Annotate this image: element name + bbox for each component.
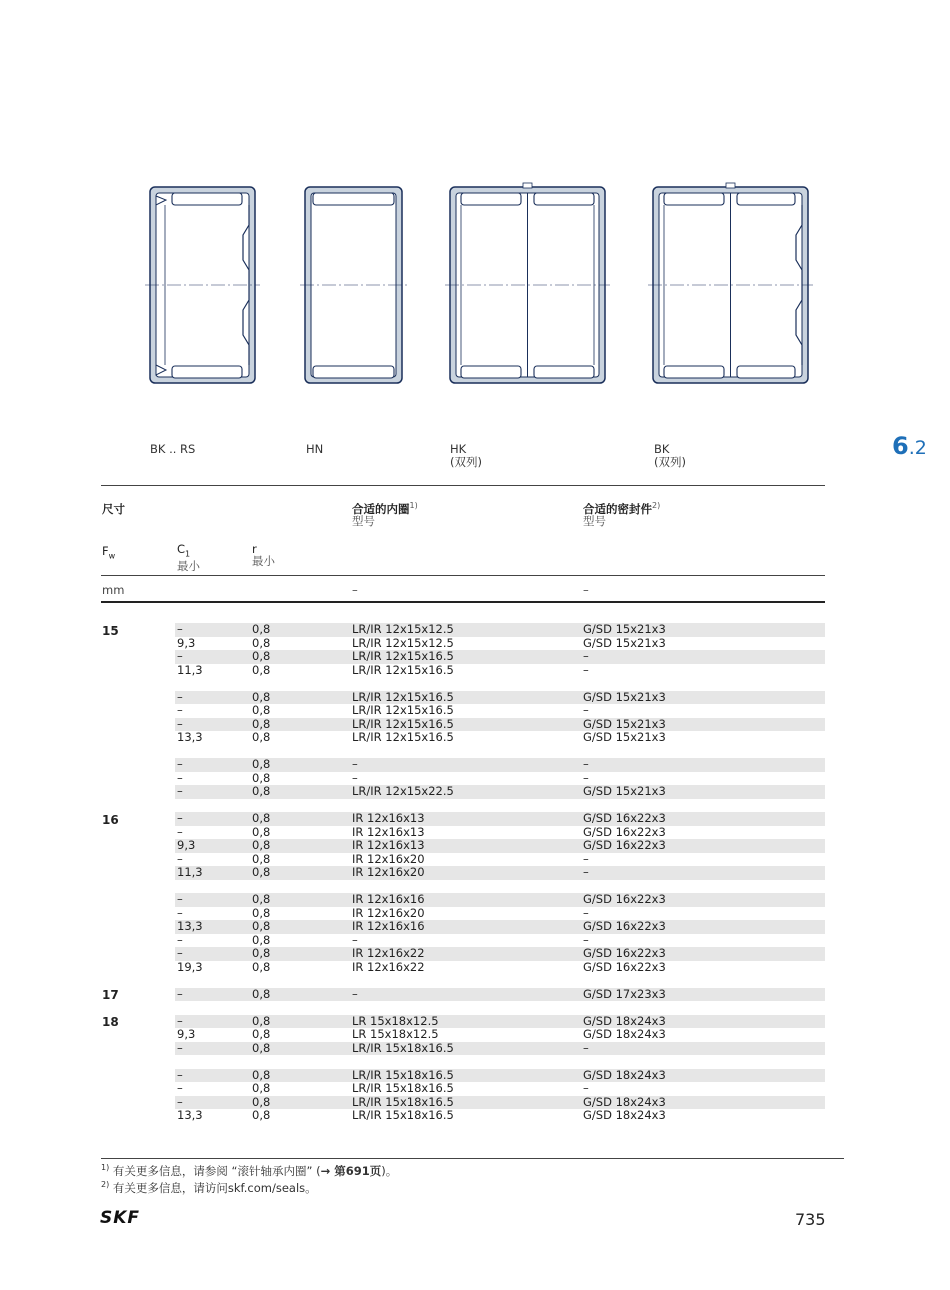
seal-cell: – — [583, 757, 589, 771]
footnote-text: 有关更多信息，请访问skf.com/seals。 — [112, 1181, 317, 1196]
c1-cell: – — [177, 851, 183, 866]
unit-ring: – — [352, 583, 358, 597]
c1-cell: – — [177, 932, 183, 947]
table-row — [175, 650, 825, 664]
inner-ring-cell: IR 12x16x20 — [352, 905, 425, 920]
header-dimensions: 尺寸 — [102, 502, 125, 516]
footnote-1 — [101, 1161, 844, 1178]
seal-cell: G/SD 16x22x3 — [583, 838, 666, 852]
seal-cell: G/SD 16x22x3 — [583, 946, 666, 960]
table-row — [175, 1069, 825, 1083]
c1-cell: – — [177, 1094, 183, 1109]
header-r-symbol: r — [252, 542, 257, 556]
c1-cell: – — [177, 1067, 183, 1082]
c1-cell: 9,3 — [177, 838, 196, 852]
r-cell: 0,8 — [252, 1067, 271, 1082]
fw-group-label: 17 — [102, 988, 119, 1002]
table-row — [175, 1109, 825, 1123]
footnote-num: 2) — [101, 1180, 110, 1190]
inner-ring-cell: LR/IR 12x15x16.5 — [352, 730, 454, 744]
r-cell: 0,8 — [252, 892, 271, 906]
header-fw-sub: w — [108, 551, 116, 561]
header-inner-ring — [352, 500, 418, 527]
table-row — [175, 1042, 825, 1056]
table-row — [175, 988, 825, 1002]
inner-ring-cell: LR/IR 12x15x16.5 — [352, 716, 454, 731]
r-cell: 0,8 — [252, 851, 271, 866]
inner-ring-cell: LR/IR 15x18x16.5 — [352, 1040, 454, 1055]
table-row — [175, 839, 825, 853]
seal-cell: G/SD 16x22x3 — [583, 824, 666, 839]
c1-cell: 9,3 — [177, 635, 196, 650]
unit-mm: mm — [102, 583, 125, 597]
seal-cell: G/SD 18x24x3 — [583, 1067, 666, 1082]
seal-cell: G/SD 18x24x3 — [583, 1094, 666, 1109]
c1-cell: – — [177, 689, 183, 704]
table-row — [175, 1082, 825, 1096]
footnotes — [101, 1158, 844, 1196]
table-row — [175, 907, 825, 921]
seal-cell: – — [583, 932, 589, 947]
bearing-code: HK — [450, 442, 467, 456]
c1-cell: – — [177, 986, 183, 1001]
table-row — [175, 637, 825, 651]
seal-cell: G/SD 15x21x3 — [583, 784, 666, 798]
seal-cell: G/SD 18x24x3 — [583, 1027, 666, 1041]
inner-ring-cell: LR/IR 15x18x16.5 — [352, 1081, 454, 1095]
header-seal — [583, 500, 660, 527]
bearing-note: (双列) — [654, 455, 686, 469]
c1-cell: – — [177, 716, 183, 731]
footnote-ref: 1) — [409, 501, 418, 510]
r-cell: 0,8 — [252, 689, 271, 704]
header-inner-ring-label: 合适的内圈 — [352, 501, 410, 516]
fw-group-label: 18 — [102, 1015, 119, 1029]
c1-cell: – — [177, 703, 183, 717]
seal-cell: G/SD 18x24x3 — [583, 1108, 666, 1122]
table-row — [175, 718, 825, 732]
hk-drawing — [445, 183, 610, 383]
inner-ring-cell: IR 12x16x22 — [352, 946, 425, 960]
footnote-ref: 2) — [652, 501, 661, 510]
chapter-marker — [892, 432, 927, 460]
footnote-page-ref[interactable]: → 第691页 — [320, 1163, 382, 1178]
c1-cell: 19,3 — [177, 959, 203, 974]
header-c1-symbol: C — [177, 542, 186, 556]
fw-group-label: 16 — [102, 812, 119, 827]
fw-group-label: 15 — [102, 623, 119, 638]
chapter-number: 6 — [892, 432, 909, 460]
c1-cell: – — [177, 622, 183, 636]
seal-cell: G/SD 16x22x3 — [583, 919, 666, 933]
r-cell: 0,8 — [252, 1108, 271, 1122]
r-cell: 0,8 — [252, 838, 271, 852]
c1-cell: – — [177, 770, 183, 785]
r-cell: 0,8 — [252, 649, 271, 663]
table-row — [175, 920, 825, 934]
r-cell: 0,8 — [252, 770, 271, 785]
footnote-text: 有关更多信息，请参阅 “滚针轴承内圈” ( — [112, 1163, 321, 1178]
r-cell: 0,8 — [252, 1013, 271, 1028]
inner-ring-cell: LR/IR 12x15x16.5 — [352, 662, 454, 677]
inner-ring-cell: LR 15x18x12.5 — [352, 1013, 439, 1028]
footnote-num: 1) — [101, 1163, 110, 1172]
inner-ring-cell: LR/IR 15x18x16.5 — [352, 1094, 454, 1109]
seal-cell: – — [583, 1040, 589, 1055]
table-row — [175, 947, 825, 961]
header-r — [252, 543, 275, 567]
inner-ring-cell: IR 12x16x20 — [352, 865, 425, 879]
seal-cell: – — [583, 851, 589, 866]
bearing-code: BK — [654, 442, 670, 456]
c1-cell: – — [177, 784, 183, 798]
inner-ring-cell: IR 12x16x13 — [352, 838, 425, 852]
inner-ring-cell: LR/IR 12x15x16.5 — [352, 689, 454, 704]
inner-ring-cell: LR/IR 12x15x22.5 — [352, 784, 454, 798]
r-cell: 0,8 — [252, 932, 271, 947]
r-cell: 0,8 — [252, 635, 271, 650]
inner-ring-cell: LR/IR 12x15x12.5 — [352, 622, 454, 636]
bk-double-drawing — [648, 183, 813, 383]
seal-cell: G/SD 15x21x3 — [583, 730, 666, 744]
inner-ring-cell: IR 12x16x13 — [352, 811, 425, 825]
table-row — [175, 623, 825, 637]
seal-cell: – — [583, 905, 589, 920]
c1-cell: – — [177, 811, 183, 825]
r-cell: 0,8 — [252, 1094, 271, 1109]
c1-cell: 9,3 — [177, 1027, 196, 1041]
c1-cell: 13,3 — [177, 919, 203, 933]
table-top-rule — [101, 485, 825, 486]
c1-cell: – — [177, 1081, 183, 1095]
table-row — [175, 866, 825, 880]
c1-cell: 11,3 — [177, 662, 203, 677]
inner-ring-cell: LR/IR 12x15x12.5 — [352, 635, 454, 650]
table-row — [175, 758, 825, 772]
bearing-label-bk-rs — [150, 443, 195, 456]
r-cell: 0,8 — [252, 946, 271, 960]
chapter-subnumber: .2 — [908, 437, 927, 459]
seal-cell: G/SD 15x21x3 — [583, 635, 666, 650]
footnote-tail: )。 — [381, 1163, 398, 1178]
r-cell: 0,8 — [252, 1040, 271, 1055]
header-seal-label: 合适的密封件 — [583, 501, 652, 516]
c1-cell: – — [177, 1040, 183, 1055]
bearing-code: HN — [306, 442, 324, 456]
table-row — [175, 853, 825, 867]
inner-ring-cell: LR/IR 15x18x16.5 — [352, 1108, 454, 1122]
inner-ring-cell: – — [352, 932, 358, 947]
header-rule — [101, 575, 825, 576]
inner-ring-cell: – — [352, 986, 358, 1001]
r-cell: 0,8 — [252, 986, 271, 1001]
inner-ring-cell: IR 12x16x22 — [352, 959, 425, 974]
r-cell: 0,8 — [252, 622, 271, 636]
c1-cell: – — [177, 757, 183, 771]
inner-ring-cell: LR/IR 12x15x16.5 — [352, 649, 454, 663]
skf-logo — [100, 1208, 162, 1230]
table-row — [175, 772, 825, 786]
bearing-note: (双列) — [450, 455, 482, 469]
seal-cell: – — [583, 703, 589, 717]
c1-cell: 11,3 — [177, 865, 203, 879]
r-cell: 0,8 — [252, 865, 271, 879]
inner-ring-cell: IR 12x16x16 — [352, 892, 425, 906]
r-cell: 0,8 — [252, 1027, 271, 1041]
table-row — [175, 961, 825, 975]
r-cell: 0,8 — [252, 716, 271, 731]
page-number: 735 — [795, 1210, 826, 1229]
table-row — [175, 812, 825, 826]
c1-cell: – — [177, 824, 183, 839]
table-row — [175, 731, 825, 745]
hn-drawing — [300, 187, 407, 383]
table-row — [175, 664, 825, 678]
inner-ring-cell: IR 12x16x13 — [352, 824, 425, 839]
r-cell: 0,8 — [252, 811, 271, 825]
c1-cell: 13,3 — [177, 730, 203, 744]
table-row — [175, 1015, 825, 1029]
seal-cell: – — [583, 649, 589, 663]
seal-cell: G/SD 16x22x3 — [583, 959, 666, 974]
inner-ring-cell: – — [352, 770, 358, 785]
r-cell: 0,8 — [252, 662, 271, 677]
header-c1-sub: 1 — [185, 549, 191, 559]
seal-cell: G/SD 18x24x3 — [583, 1013, 666, 1028]
r-cell: 0,8 — [252, 959, 271, 974]
table-row — [175, 785, 825, 799]
r-cell: 0,8 — [252, 784, 271, 798]
seal-cell: G/SD 17x23x3 — [583, 986, 666, 1001]
seal-cell: G/SD 15x21x3 — [583, 622, 666, 636]
c1-cell: – — [177, 649, 183, 663]
seal-cell: G/SD 15x21x3 — [583, 716, 666, 731]
r-cell: 0,8 — [252, 824, 271, 839]
bearing-label-bk — [654, 443, 686, 469]
table-row — [175, 691, 825, 705]
seal-cell: G/SD 16x22x3 — [583, 811, 666, 825]
skf-logo-mark — [100, 1208, 162, 1226]
inner-ring-cell: LR/IR 12x15x16.5 — [352, 703, 454, 717]
r-cell: 0,8 — [252, 730, 271, 744]
footnote-2 — [101, 1178, 844, 1195]
table-row — [175, 1028, 825, 1042]
inner-ring-cell: LR/IR 15x18x16.5 — [352, 1067, 454, 1082]
header-c1-min: 最小 — [177, 559, 200, 574]
seal-cell: G/SD 15x21x3 — [583, 689, 666, 704]
inner-ring-cell: LR 15x18x12.5 — [352, 1027, 439, 1041]
seal-cell: – — [583, 662, 589, 677]
table-row — [175, 1096, 825, 1110]
bearing-label-hn — [306, 443, 323, 456]
seal-cell: – — [583, 865, 589, 879]
bk-rs-drawing — [145, 187, 260, 383]
seal-cell: – — [583, 770, 589, 785]
r-cell: 0,8 — [252, 703, 271, 717]
inner-ring-cell: IR 12x16x20 — [352, 851, 425, 866]
r-cell: 0,8 — [252, 919, 271, 933]
table-row — [175, 893, 825, 907]
header-bottom-rule — [101, 601, 825, 603]
header-seal-sub: 型号 — [583, 513, 606, 528]
seal-cell: – — [583, 1081, 589, 1095]
unit-seal: – — [583, 583, 589, 597]
header-c1 — [177, 543, 200, 572]
r-cell: 0,8 — [252, 757, 271, 771]
table-row — [175, 826, 825, 840]
bearing-code: BK .. RS — [150, 442, 196, 456]
c1-cell: – — [177, 905, 183, 920]
bearing-label-hk — [450, 443, 482, 469]
r-cell: 0,8 — [252, 1081, 271, 1095]
bearing-drawings — [0, 0, 950, 420]
table-row — [175, 704, 825, 718]
table-row — [175, 934, 825, 948]
header-inner-ring-sub: 型号 — [352, 513, 375, 528]
seal-cell: G/SD 16x22x3 — [583, 892, 666, 906]
inner-ring-cell: – — [352, 757, 358, 771]
c1-cell: – — [177, 1013, 183, 1028]
skf-logo-text: SKF — [100, 1208, 141, 1226]
c1-cell: 13,3 — [177, 1108, 203, 1122]
header-fw-symbol: F — [102, 544, 109, 558]
header-fw — [102, 545, 115, 562]
c1-cell: – — [177, 892, 183, 906]
inner-ring-cell: IR 12x16x16 — [352, 919, 425, 933]
header-r-min: 最小 — [252, 554, 275, 568]
r-cell: 0,8 — [252, 905, 271, 920]
c1-cell: – — [177, 946, 183, 960]
